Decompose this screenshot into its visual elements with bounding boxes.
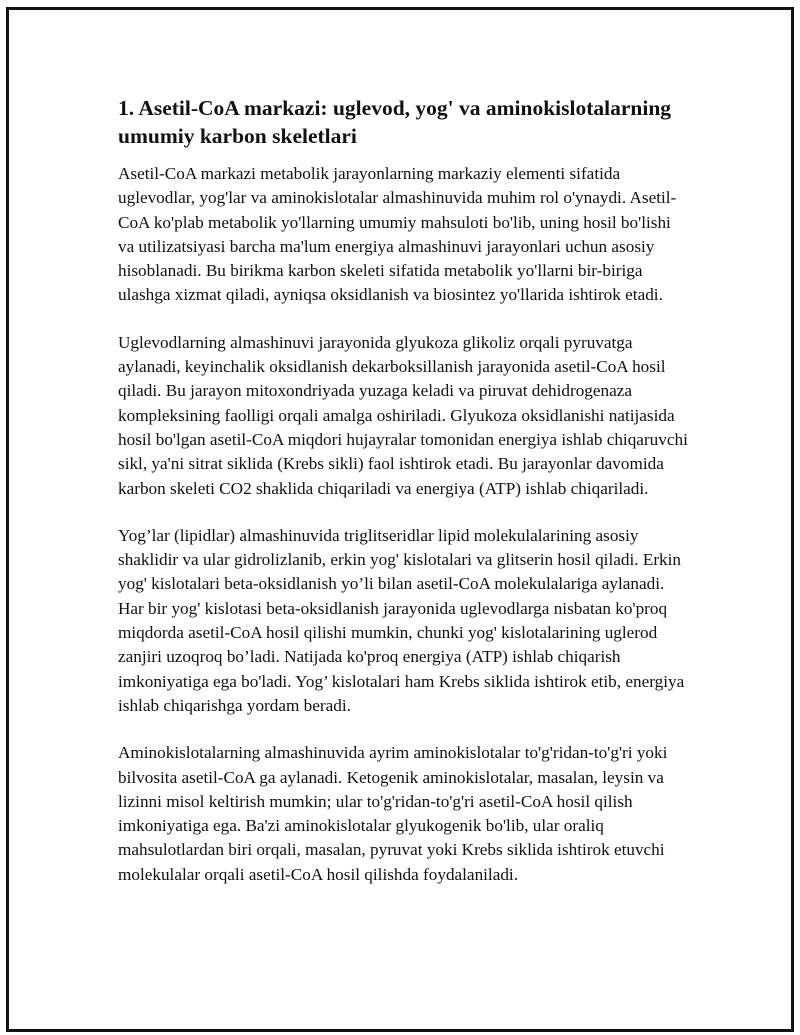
document-body [118,94,690,910]
paragraph-amino-acid-metabolism: Aminokislotalarning almashinuvida ayrim aminokislotalar to'g'ridan-to'g'ri yoki bilvosita asetil-CoA ga aylanadi. Ketogenik aminokislotalar, masalan, leysin va lizinni misol keltirish mumkin; ular to'g'ridan-to'g'ri asetil-CoA hosil qilish imkoniyatiga ega. Ba'zi aminokislotalar glyukogenik bo'lib, ular oraliq mahsulotlardan biri orqali, masalan, pyruvat yoki Krebs siklida ishtirok etuvchi molekulalar orqali asetil-CoA hosil qilishda foydalaniladi. [118,743,668,884]
paragraph-acetyl-coa-center: Asetil-CoA markazi metabolik jarayonlarning markaziy elementi sifatida uglevodlar, yog'lar va aminokislotalar almashinuvida muhim rol o'ynaydi. Asetil-CoA ko'plab metabolik yo'llarning umumiy mahsuloti bo'lib, uning hosil bo'lishi va utilizatsiyasi barcha ma'lum energiya almashinuvi jarayonlari uchun asosiy hisoblanadi. Bu birikma karbon skeleti sifatida metabolik yo'llarni bir-biriga ulashga xizmat qiladi, ayniqsa oksidlanish va biosintez yo'llarida ishtirok etadi. [118,164,677,305]
paragraph-carbohydrate-metabolism: Uglevodlarning almashinuvi jarayonida glyukoza glikoliz orqali pyruvatga aylanadi, keyinchalik oksidlanish dekarboksillanish jarayonida asetil-CoA hosil qiladi. Bu jarayon mitoxondriyada yuzaga keladi va piruvat dehidrogenaza kompleksining faolligi orqali amalga oshiriladi. Glyukoza oksidlanishi natijasida hosil bo'lgan asetil-CoA miqdori hujayralar tomonidan energiya ishlab chiqaruvchi sikl, ya'ni sitrat siklida (Krebs sikli) faol ishtirok etadi. Bu jarayonlar davomida karbon skeleti CO2 shaklida chiqariladi va energiya (ATP) ishlab chiqariladi. [118,332,688,498]
paragraph-lipid-metabolism: Yog’lar (lipidlar) almashinuvida triglitseridlar lipid molekulalarining asosiy shaklidir va ular gidrolizlanib, erkin yog' kislotalari va glitserin hosil qiladi. Erkin yog' kislotalari beta-oksidlanish yo’li bilan asetil-CoA molekulalariga aylanadi. Har bir yog' kislotasi beta-oksidlanish jarayonida uglevodlarga nisbatan ko'proq miqdorda asetil-CoA hosil qilishi mumkin, chunki yog' kislotalarining uglerod zanjiri uzoqroq bo’ladi. Natijada ko'proq energiya (ATP) ishlab chiqarish imkoniyatiga ega bo'ladi. Yog’ kislotalari ham Krebs siklida ishtirok etib, energiya ishlab chiqarishga yordam beradi. [118,525,685,715]
section-heading: 1. Asetil-CoA markazi: uglevod, yog' va aminokislotalarning umumiy karbon skeletlari [118,96,672,148]
